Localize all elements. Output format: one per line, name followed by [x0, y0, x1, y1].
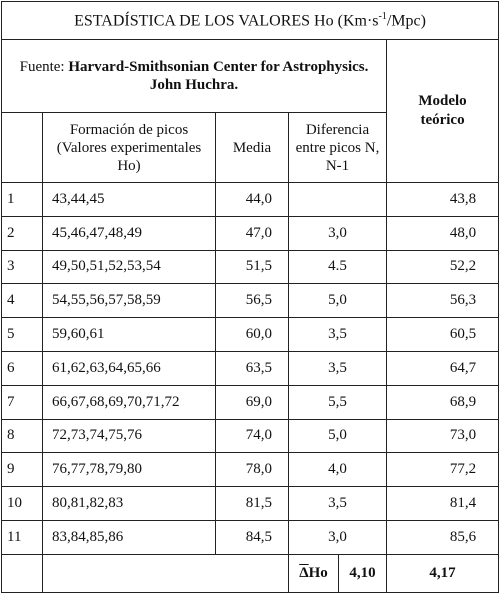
row-ho: 81,4 — [387, 487, 499, 521]
row-picos: 61,62,63,64,65,66 — [43, 351, 216, 385]
row-media: 69,0 — [216, 385, 289, 419]
header-diferencia: Diferencia entre picos N, N-1 — [289, 113, 387, 183]
table-row — [2, 351, 499, 385]
row-picos: 83,84,85,86 — [43, 520, 216, 554]
row-ho: 48,0 — [387, 216, 499, 250]
row-ho: 73,0 — [387, 419, 499, 453]
delta-label: Ho — [308, 564, 328, 581]
row-media: 44,0 — [216, 183, 289, 217]
row-diferencia: 3,5 — [289, 351, 387, 385]
row-ho: 56,3 — [387, 284, 499, 318]
table-row — [2, 250, 499, 284]
table-row — [2, 419, 499, 453]
row-picos: 72,73,74,75,76 — [43, 419, 216, 453]
row-index: 2 — [2, 216, 43, 250]
row-ho: 60,5 — [387, 318, 499, 352]
row-index: 5 — [2, 318, 43, 352]
title-row — [2, 2, 499, 40]
row-media: 74,0 — [216, 419, 289, 453]
row-media: 78,0 — [216, 453, 289, 487]
row-ho: 52,2 — [387, 250, 499, 284]
source-cell — [2, 40, 387, 113]
title-main: ESTADÍSTICA DE LOS VALORES Ho (Km·s — [74, 12, 379, 30]
source-label: Fuente: — [19, 59, 69, 75]
row-index: 3 — [2, 250, 43, 284]
footer-row — [2, 554, 499, 592]
table-row — [2, 520, 499, 554]
row-media: 60,0 — [216, 318, 289, 352]
row-media: 47,0 — [216, 216, 289, 250]
row-ho: 64,7 — [387, 351, 499, 385]
table-row — [2, 216, 499, 250]
row-diferencia: 4,0 — [289, 453, 387, 487]
table-title — [2, 2, 499, 40]
row-index: 8 — [2, 419, 43, 453]
title-units: /Mpc) — [386, 12, 426, 30]
row-diferencia: 3,0 — [289, 520, 387, 554]
source-row — [2, 40, 499, 113]
row-picos: 43,44,45 — [43, 183, 216, 217]
row-diferencia: 5,0 — [289, 419, 387, 453]
row-picos: 54,55,56,57,58,59 — [43, 284, 216, 318]
header-media: Media — [216, 113, 289, 183]
table-row — [2, 487, 499, 521]
row-picos: 49,50,51,52,53,54 — [43, 250, 216, 284]
model-ho-value: 4,17 — [387, 554, 499, 592]
row-index: 6 — [2, 351, 43, 385]
table-row — [2, 453, 499, 487]
row-index: 7 — [2, 385, 43, 419]
row-diferencia: 5,0 — [289, 284, 387, 318]
row-ho: 43,8 — [387, 183, 499, 217]
row-index: 10 — [2, 487, 43, 521]
row-ho: 68,9 — [387, 385, 499, 419]
row-picos: 59,60,61 — [43, 318, 216, 352]
row-media: 51,5 — [216, 250, 289, 284]
table-row — [2, 318, 499, 352]
row-picos: 80,81,82,83 — [43, 487, 216, 521]
row-diferencia: 3,0 — [289, 216, 387, 250]
row-diferencia: 5,5 — [289, 385, 387, 419]
modelo-header-cell — [387, 40, 499, 183]
footer-empty — [43, 554, 289, 592]
delta-ho-label — [289, 554, 339, 592]
table-row — [2, 183, 499, 217]
row-picos: 76,77,78,79,80 — [43, 453, 216, 487]
table-row — [2, 385, 499, 419]
footer-empty-index — [2, 554, 43, 592]
row-index: 9 — [2, 453, 43, 487]
row-ho: 85,6 — [387, 520, 499, 554]
header-index — [2, 113, 43, 183]
source-author: John Huchra. — [149, 77, 239, 93]
row-index: 11 — [2, 520, 43, 554]
row-media: 56,5 — [216, 284, 289, 318]
row-picos: 66,67,68,69,70,71,72 — [43, 385, 216, 419]
row-index: 1 — [2, 183, 43, 217]
source-institution: Harvard-Smithsonian Center for Astrophysics. — [68, 59, 369, 75]
delta-ho-value: 4,10 — [339, 554, 387, 592]
hubble-statistics-table — [1, 1, 499, 593]
row-media: 81,5 — [216, 487, 289, 521]
row-diferencia: 3,5 — [289, 318, 387, 352]
row-index: 4 — [2, 284, 43, 318]
row-diferencia — [289, 183, 387, 217]
row-diferencia: 4.5 — [289, 250, 387, 284]
table-row — [2, 284, 499, 318]
row-media: 84,5 — [216, 520, 289, 554]
title-exponent: -1 — [378, 10, 387, 22]
row-media: 63,5 — [216, 351, 289, 385]
modelo-header: Modelo teórico — [418, 93, 467, 128]
row-picos: 45,46,47,48,49 — [43, 216, 216, 250]
row-diferencia: 3,5 — [289, 487, 387, 521]
delta-symbol: $\overline{\Delta}$ — [299, 564, 309, 581]
row-ho: 77,2 — [387, 453, 499, 487]
header-picos: Formación de picos (Valores experimentales Ho) — [43, 113, 216, 183]
